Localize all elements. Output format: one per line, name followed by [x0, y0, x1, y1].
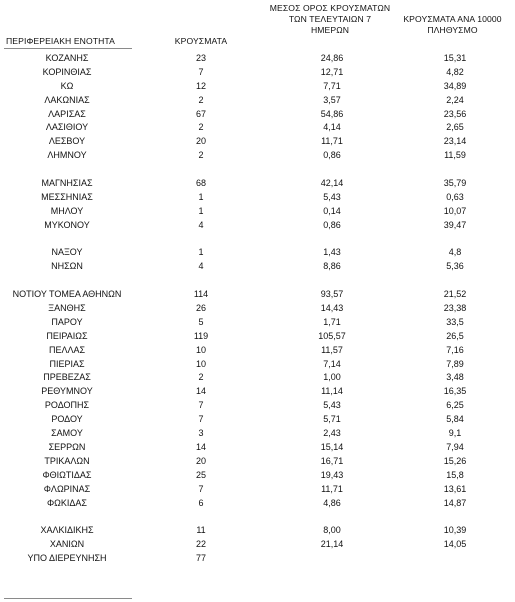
region-cell: ΠΑΡΟΥ — [51, 316, 83, 327]
per100k-cell: 7,16 — [446, 344, 464, 355]
table-row — [0, 80, 515, 94]
average-cell: 11,57 — [321, 344, 343, 355]
average-cell: 5,43 — [323, 191, 341, 202]
table-row — [0, 121, 515, 135]
header-per100k-line: ΠΛΗΘΥΣΜΟ — [427, 25, 478, 35]
cases-cell: 7 — [198, 400, 204, 411]
average-cell: 11,71 — [321, 136, 343, 147]
cases-cell: 7 — [198, 66, 204, 77]
table-row — [0, 344, 515, 358]
region-cell: ΡΟΔΟΠΗΣ — [44, 400, 90, 411]
table-row — [0, 524, 515, 538]
region-cell: ΚΩ — [60, 80, 74, 91]
table-row — [0, 149, 515, 163]
region-cell: ΛΕΣΒΟΥ — [48, 136, 86, 147]
table-row — [0, 427, 515, 441]
average-cell: 11,71 — [321, 483, 343, 494]
table-row — [0, 94, 515, 108]
per100k-cell: 7,89 — [446, 358, 464, 369]
average-cell: 7,71 — [323, 80, 341, 91]
cases-cell: 77 — [195, 553, 206, 564]
table-row — [0, 358, 515, 372]
cases-cell: 20 — [195, 136, 206, 147]
per100k-cell: 23,38 — [443, 303, 467, 314]
region-cell: ΠΕΙΡΑΙΩΣ — [46, 330, 88, 341]
region-cell: ΡΕΘΥΜΝΟΥ — [41, 386, 93, 397]
average-cell: 16,71 — [320, 455, 344, 466]
header-cases-per-100k — [385, 14, 515, 36]
region-cell: ΠΡΕΒΕΖΑΣ — [43, 372, 91, 383]
per100k-cell: 15,8 — [446, 469, 464, 480]
region-cell: ΜΥΚΟΝΟΥ — [44, 219, 90, 230]
average-cell: 21,14 — [320, 539, 344, 550]
cases-cell: 7 — [198, 414, 204, 425]
footer-underline — [4, 598, 132, 599]
per100k-cell: 13,61 — [443, 483, 467, 494]
per100k-cell: 34,89 — [443, 80, 467, 91]
cases-cell: 2 — [198, 372, 204, 383]
average-cell: 0,86 — [323, 150, 341, 161]
table-row — [0, 330, 515, 344]
spacer-row — [0, 233, 515, 247]
average-cell: 54,86 — [320, 108, 344, 119]
region-cell: ΝΑΞΟΥ — [51, 247, 83, 258]
header-average-line: ΤΩΝ ΤΕΛΕΥΤΑΙΩΝ 7 — [288, 14, 372, 24]
cases-cell: 6 — [198, 497, 204, 508]
table-row — [0, 108, 515, 122]
average-cell: 105,57 — [318, 330, 346, 341]
table-row — [0, 302, 515, 316]
table-body — [0, 52, 515, 566]
table-row — [0, 483, 515, 497]
region-cell: ΣΕΡΡΩΝ — [48, 441, 86, 452]
table-row — [0, 135, 515, 149]
cases-cell: 22 — [195, 539, 206, 550]
average-cell: 42,14 — [320, 178, 344, 189]
average-cell: 7,14 — [323, 358, 341, 369]
average-cell: 0,86 — [323, 219, 341, 230]
table-row — [0, 66, 515, 80]
header-underline — [4, 48, 132, 49]
region-cell: ΤΡΙΚΑΛΩΝ — [44, 455, 90, 466]
region-cell: ΠΙΕΡΙΑΣ — [49, 358, 85, 369]
table-row — [0, 191, 515, 205]
per100k-cell: 33,5 — [446, 316, 464, 327]
per100k-cell: 16,35 — [443, 386, 467, 397]
region-cell: ΝΟΤΙΟΥ ΤΟΜΕΑ ΑΘΗΝΩΝ — [12, 289, 122, 300]
cases-cell: 4 — [198, 219, 204, 230]
average-cell: 5,43 — [323, 400, 341, 411]
table-row — [0, 538, 515, 552]
average-cell: 8,86 — [323, 261, 341, 272]
region-cell: ΜΑΓΝΗΣΙΑΣ — [41, 178, 93, 189]
table-row — [0, 497, 515, 511]
per100k-cell: 5,36 — [446, 261, 464, 272]
region-cell: ΛΗΜΝΟΥ — [47, 150, 87, 161]
per100k-cell: 39,47 — [443, 219, 467, 230]
region-cell: ΞΑΝΘΗΣ — [48, 303, 86, 314]
region-cell: ΛΑΚΩΝΙΑΣ — [44, 94, 90, 105]
region-cell: ΚΟΖΑΝΗΣ — [45, 53, 89, 63]
table-row — [0, 371, 515, 385]
table-row — [0, 219, 515, 233]
region-cell: ΜΗΛΟΥ — [50, 205, 84, 216]
region-cell: ΧΑΛΚΙΔΙΚΗΣ — [40, 525, 94, 536]
cases-cell: 67 — [195, 108, 206, 119]
table-row — [0, 246, 515, 260]
per100k-cell: 23,56 — [443, 108, 467, 119]
average-cell: 1,43 — [323, 247, 341, 258]
table-row — [0, 260, 515, 274]
region-cell: ΦΩΚΙΔΑΣ — [47, 497, 87, 508]
region-cell: ΦΛΩΡΙΝΑΣ — [43, 483, 91, 494]
region-cell: ΝΗΣΩΝ — [51, 261, 83, 272]
per100k-cell: 14,87 — [443, 497, 467, 508]
header-average-line: ΜΕΣΟΣ ΟΡΟΣ ΚΡΟΥΣΜΑΤΩΝ — [269, 3, 391, 13]
per100k-cell: 5,84 — [446, 414, 464, 425]
spacer-row — [0, 274, 515, 288]
table-row — [0, 385, 515, 399]
cases-cell: 1 — [198, 191, 204, 202]
cases-cell: 5 — [198, 316, 204, 327]
per100k-cell: 10,39 — [443, 525, 467, 536]
header-per100k-line: ΚΡΟΥΣΜΑΤΑ ΑΝΑ 10000 — [403, 14, 502, 24]
cases-cell: 10 — [195, 358, 206, 369]
average-cell: 1,71 — [323, 316, 341, 327]
cases-cell: 1 — [198, 205, 204, 216]
average-cell: 4,86 — [323, 497, 341, 508]
average-cell: 11,14 — [321, 386, 343, 397]
cases-cell: 114 — [193, 289, 209, 300]
per100k-cell: 11,59 — [444, 150, 466, 161]
per100k-cell: 4,8 — [448, 247, 462, 258]
per100k-cell: 35,79 — [443, 178, 467, 189]
cases-cell: 2 — [198, 94, 204, 105]
cases-cell: 14 — [195, 441, 206, 452]
per100k-cell: 23,14 — [443, 136, 467, 147]
cases-cell: 14 — [195, 386, 206, 397]
cases-cell: 2 — [198, 122, 204, 133]
region-cell: ΠΕΛΛΑΣ — [48, 344, 86, 355]
per100k-cell: 15,26 — [443, 455, 467, 466]
header-average-line: ΗΜΕΡΩΝ — [310, 25, 350, 35]
per100k-cell: 21,52 — [443, 289, 467, 300]
cases-cell: 2 — [198, 150, 204, 161]
region-cell: ΥΠΟ ΔΙΕΡΕΥΝΗΣΗ — [27, 553, 107, 564]
cases-cell: 12 — [195, 80, 206, 91]
cases-cell: 1 — [198, 247, 204, 258]
cases-cell: 7 — [198, 483, 204, 494]
region-cell: ΡΟΔΟΥ — [51, 414, 83, 425]
table-row — [0, 552, 515, 566]
table-row — [0, 441, 515, 455]
table-row — [0, 413, 515, 427]
header-cases: ΚΡΟΥΣΜΑΤΑ — [174, 36, 228, 46]
per100k-cell: 3,48 — [446, 372, 464, 383]
table-row — [0, 399, 515, 413]
region-cell: ΦΘΙΩΤΙΔΑΣ — [42, 469, 92, 480]
per100k-cell: 7,94 — [446, 441, 464, 452]
average-cell: 8,00 — [323, 525, 341, 536]
cases-cell: 11 — [196, 525, 206, 536]
per100k-cell: 2,24 — [446, 94, 464, 105]
average-cell: 0,14 — [323, 205, 341, 216]
table-row — [0, 316, 515, 330]
average-cell: 15,14 — [320, 441, 344, 452]
per100k-cell: 9,1 — [448, 428, 462, 439]
average-cell: 12,71 — [320, 66, 344, 77]
average-cell: 93,57 — [320, 289, 344, 300]
table-row — [0, 177, 515, 191]
average-cell: 14,43 — [320, 303, 344, 314]
spacer-row — [0, 163, 515, 177]
per100k-cell: 2,65 — [446, 122, 464, 133]
region-cell: ΧΑΝΙΩΝ — [49, 539, 85, 550]
region-cell: ΜΕΣΣΗΝΙΑΣ — [41, 191, 93, 202]
table-row — [0, 455, 515, 469]
cases-cell: 23 — [195, 53, 206, 63]
average-cell: 4,14 — [323, 122, 341, 133]
per100k-cell: 26,5 — [446, 330, 464, 341]
region-cell: ΛΑΣΙΘΙΟΥ — [45, 122, 89, 133]
region-cell: ΣΑΜΟΥ — [51, 428, 83, 439]
average-cell: 5,71 — [323, 414, 341, 425]
per100k-cell: 6,25 — [446, 400, 464, 411]
region-cell: ΛΑΡΙΣΑΣ — [48, 108, 86, 119]
average-cell: 1,00 — [323, 372, 341, 383]
per100k-cell: 4,82 — [446, 66, 464, 77]
per100k-cell: 15,31 — [443, 53, 467, 63]
header-region: ΠΕΡΙΦΕΡΕΙΑΚΗ ΕΝΟΤΗΤΑ — [6, 36, 115, 46]
region-cell: ΚΟΡΙΝΘΙΑΣ — [42, 66, 92, 77]
header-seven-day-average — [255, 3, 405, 36]
per100k-cell: 14,05 — [443, 539, 467, 550]
average-cell: 2,43 — [323, 428, 341, 439]
cases-cell: 119 — [193, 330, 209, 341]
spacer-row — [0, 510, 515, 524]
cases-cell: 25 — [195, 469, 206, 480]
cases-cell: 3 — [198, 428, 204, 439]
average-cell: 19,43 — [320, 469, 344, 480]
cases-cell: 4 — [198, 261, 204, 272]
cases-cell: 68 — [195, 178, 206, 189]
average-cell: 3,57 — [323, 94, 341, 105]
cases-cell: 26 — [195, 303, 206, 314]
cases-cell: 10 — [195, 344, 206, 355]
table-row — [0, 52, 515, 66]
table-row — [0, 288, 515, 302]
table-row — [0, 205, 515, 219]
average-cell: 24,86 — [320, 53, 344, 63]
table-row — [0, 469, 515, 483]
per100k-cell: 0,63 — [446, 191, 464, 202]
per100k-cell: 10,07 — [443, 205, 467, 216]
cases-cell: 20 — [195, 455, 206, 466]
